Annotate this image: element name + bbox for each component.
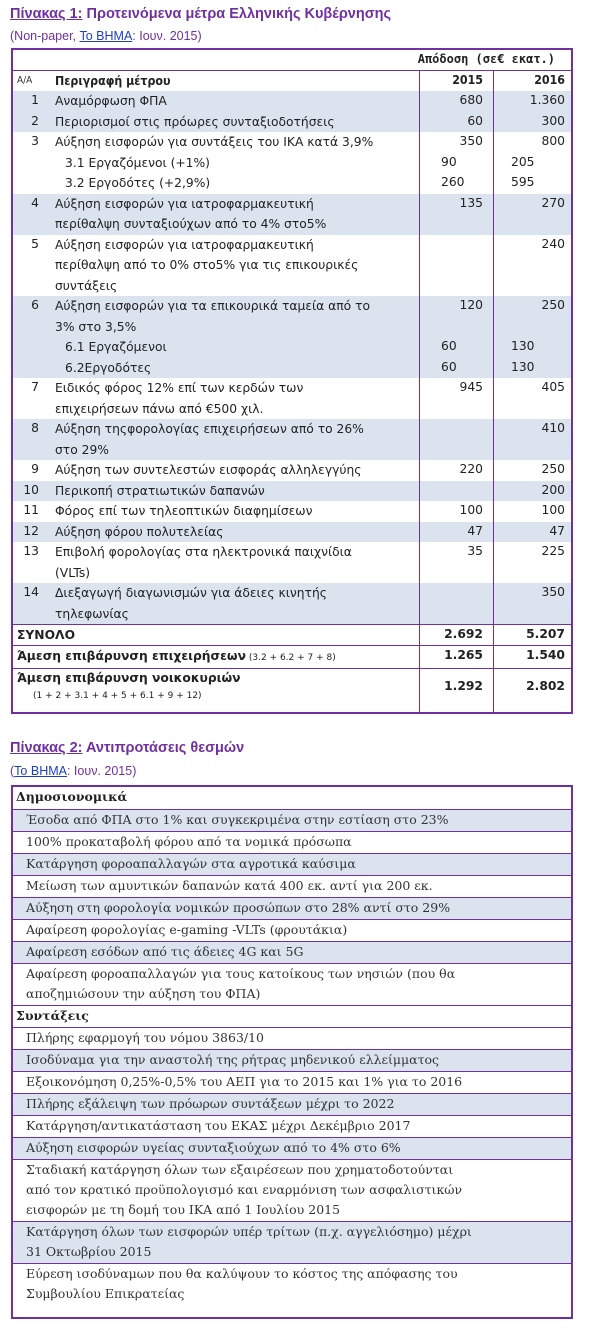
row-line: Δημοσιονομικά xyxy=(16,789,128,804)
row-text xyxy=(26,898,563,918)
value-2015: 60 xyxy=(467,113,483,128)
measure-row xyxy=(13,501,571,522)
counterproposal-row xyxy=(13,941,571,963)
row-line: Πλήρης εξάλειψη των πρόωρων συντάξεων μέχρι το 2022 xyxy=(26,1096,395,1111)
row-line: Εύρεση ισοδύναμων που θα καλύψουν το κόστος της απόφασης του xyxy=(26,1266,458,1281)
value-2015: 35 xyxy=(467,544,483,558)
description-line: Αύξηση εισφορών για τα επικουρικά ταμεία από το xyxy=(55,299,371,313)
description-line: Αύξηση εισφορών για ιατροφαρμακευτική xyxy=(55,196,314,211)
section-header xyxy=(13,787,571,809)
value-2016: 405 xyxy=(541,380,565,394)
counterproposal-row xyxy=(13,875,571,897)
value-2016: 250 xyxy=(541,462,565,476)
row-line: Συντάξεις xyxy=(16,1008,89,1023)
row-line: από τον κρατικό προϋπολογισμό και εναρμόνιση των ασφαλιστικών xyxy=(26,1182,463,1197)
column-2015: 2015 xyxy=(452,73,483,87)
row-text xyxy=(26,964,563,1004)
row-text xyxy=(26,1138,563,1158)
row-line: Κατάργηση φοροαπαλλαγών στα αγροτικά καύσιμα xyxy=(26,856,356,871)
value-2016: 350 xyxy=(541,585,565,599)
description-line: επιχειρήσεων πάνω από €500 χιλ. xyxy=(55,401,264,416)
description-line: Περικοπή στρατιωτικών δαπανών xyxy=(55,483,265,498)
row-text xyxy=(16,787,563,807)
value-2016: 800 xyxy=(541,134,565,148)
measure-row xyxy=(13,419,571,460)
source-prefix: (Non-paper, xyxy=(10,29,80,43)
row-line: εισφορών με τη δομή του ΙΚΑ από 1 Ιουλίου 2015 xyxy=(26,1202,341,1217)
table1-title-text: Προτεινόμενα μέτρα Ελληνικής Κυβέρνησης xyxy=(82,6,392,22)
counterproposal-row xyxy=(13,1049,571,1071)
measure-number: 5 xyxy=(31,236,39,251)
measure-description xyxy=(55,501,415,522)
measure-description xyxy=(55,583,415,624)
row-line: 100% προκαταβολή φόρου από τα νομικά πρόσωπα xyxy=(26,834,352,849)
vline-a xyxy=(419,71,420,712)
measure-description xyxy=(55,91,415,112)
business-burden-2015: 1.265 xyxy=(444,648,483,662)
row-text xyxy=(26,854,563,874)
row-line: 31 Οκτωβρίου 2015 xyxy=(26,1244,152,1259)
table1-source xyxy=(10,29,202,43)
value-2015: 60 xyxy=(441,339,457,353)
table2-source xyxy=(10,764,136,778)
row-text xyxy=(26,1222,563,1262)
source-prefix: ( xyxy=(10,764,15,778)
measure-description xyxy=(55,112,415,133)
row-line: Συμβουλίου Επικρατείας xyxy=(26,1286,185,1301)
column-header-row xyxy=(13,71,571,91)
value-2016: 595 xyxy=(511,175,535,189)
value-2016: 47 xyxy=(549,523,565,538)
description-line: Διεξαγωγή διαγωνισμών για άδειες κινητής xyxy=(55,586,327,600)
measure-row xyxy=(13,583,571,624)
household-burden-2016: 2.802 xyxy=(526,679,565,693)
counterproposal-row xyxy=(13,897,571,919)
row-text xyxy=(26,920,563,940)
value-2016: 100 xyxy=(541,503,565,517)
row-line: Αφαίρεση φοροαπαλλαγών για τους κατοίκους των νησιών (που θα xyxy=(26,966,456,981)
measure-number: 9 xyxy=(31,462,39,476)
row-text xyxy=(26,1116,563,1136)
total-label: ΣΥΝΟΛΟ xyxy=(17,628,76,642)
value-2015: 945 xyxy=(459,380,483,394)
description-line: Φόρος επί των τηλεοπτικών διαφημίσεων xyxy=(55,504,313,518)
row-line: Κατάργηση/αντικατάσταση του ΕΚΑΣ μέχρι Δεκέμβριο 2017 xyxy=(26,1118,411,1133)
counterproposal-row xyxy=(13,1027,571,1049)
measure-row xyxy=(13,112,571,133)
value-2015: 260 xyxy=(441,175,465,189)
description-line: 6.2Εργοδότες xyxy=(65,360,152,375)
value-2015: 350 xyxy=(459,134,483,148)
value-2015: 100 xyxy=(459,503,483,517)
counterproposal-row xyxy=(13,1263,571,1305)
business-burden-row xyxy=(13,646,571,668)
value-2016: 130 xyxy=(511,359,535,374)
value-2016: 225 xyxy=(541,544,565,558)
total-row xyxy=(13,625,571,645)
measure-row xyxy=(13,173,571,194)
counterproposal-row xyxy=(13,1093,571,1115)
business-burden-text: Άμεση επιβάρυνση επιχειρήσεων xyxy=(17,649,246,663)
measure-description xyxy=(55,522,415,543)
source-suffix: : Ιουν. 2015) xyxy=(132,29,202,43)
row-text xyxy=(26,1094,563,1114)
description-line: 3.1 Εργαζόμενοι (+1%) xyxy=(65,155,210,170)
household-burden-text: Άμεση επιβάρυνση νοικοκυριών xyxy=(17,671,241,685)
row-line: Κατάργηση όλων των εισφορών υπέρ τρίτων (π.χ. αγγελιόσημο) μέχρι xyxy=(26,1224,472,1239)
measure-number: 12 xyxy=(23,523,39,538)
measure-row xyxy=(13,153,571,174)
measure-description xyxy=(65,173,425,194)
counterproposal-row xyxy=(13,1115,571,1137)
measure-row xyxy=(13,522,571,543)
description-line: τηλεφωνίας xyxy=(55,606,129,621)
description-line: 3% στο 3,5% xyxy=(55,319,137,334)
description-line: Αύξηση εισφορών για συντάξεις του ΙΚΑ κατά 3,9% xyxy=(55,135,374,149)
row-text xyxy=(26,1028,563,1048)
measure-row xyxy=(13,235,571,297)
value-2016: 205 xyxy=(511,154,535,169)
counterproposal-row xyxy=(13,919,571,941)
description-line: συντάξεις xyxy=(55,278,118,293)
counterproposal-row xyxy=(13,853,571,875)
description-line: στο 29% xyxy=(55,442,109,457)
value-2015: 47 xyxy=(467,523,483,538)
value-2016: 1.360 xyxy=(529,93,565,107)
value-2016: 130 xyxy=(511,339,535,353)
measure-description xyxy=(55,235,415,297)
description-line: Αύξηση τηςφορολογίας επιχειρήσεων από το 26% xyxy=(55,422,364,436)
counterproposals-table xyxy=(11,785,573,1319)
value-2016: 250 xyxy=(541,298,565,312)
counterproposal-row xyxy=(13,1159,571,1221)
source-link[interactable]: Το ΒΗΜΑ xyxy=(79,29,133,43)
counterproposal-row xyxy=(13,809,571,831)
measure-number: 13 xyxy=(23,544,39,558)
value-2015: 680 xyxy=(459,93,483,107)
value-2015: 135 xyxy=(459,195,483,210)
column-aa: Α/Α xyxy=(17,75,33,86)
measure-description xyxy=(55,132,415,153)
description-line: περίθαλψη από το 0% στο5% για τις επικουρικές xyxy=(55,258,359,272)
measure-row xyxy=(13,460,571,481)
total-2015: 2.692 xyxy=(444,627,483,641)
description-line: Αύξηση των συντελεστών εισφοράς αλληλεγγύης xyxy=(55,463,362,477)
row-line: Πλήρης εφαρμογή του νόμου 3863/10 xyxy=(26,1030,265,1045)
measure-number: 8 xyxy=(31,421,39,435)
description-line: περίθαλψη συνταξιούχων από το 4% στο5% xyxy=(55,217,327,231)
description-line: Αύξηση φόρου πολυτελείας xyxy=(55,524,224,539)
row-text xyxy=(26,876,563,896)
measure-number: 2 xyxy=(31,113,39,128)
measure-row xyxy=(13,378,571,419)
row-line: Σταδιακή κατάργηση όλων των εξαιρέσεων που χρηματοδοτούνται xyxy=(26,1162,454,1177)
row-line: Αφαίρεση εσόδων από τις άδειες 4G και 5G xyxy=(26,944,304,959)
measures-table xyxy=(11,48,573,714)
value-2016: 410 xyxy=(541,421,565,435)
section-header xyxy=(13,1005,571,1027)
measure-number: 1 xyxy=(31,93,39,107)
value-2015: 90 xyxy=(441,154,457,169)
apodosi-label: Απόδοση (σε€ εκατ.) xyxy=(417,52,555,66)
row-text xyxy=(26,1160,563,1220)
measure-row xyxy=(13,91,571,112)
row-line: Αφαίρεση φορολογίας e-gaming -VLTs (φρουτάκια) xyxy=(26,922,348,937)
row-line: Αύξηση στη φορολογία νομικών προσώπων στο 28% αντί στο 29% xyxy=(26,900,451,915)
counterproposal-row xyxy=(13,1071,571,1093)
row-text xyxy=(26,1050,563,1070)
description-line: Αναμόρφωση ΦΠΑ xyxy=(55,94,167,108)
row-line: Αύξηση εισφορών υγείας συνταξιούχων από το 4% στο 6% xyxy=(26,1140,401,1155)
household-burden-row xyxy=(13,669,571,709)
value-2015: 60 xyxy=(441,359,457,374)
measure-row xyxy=(13,481,571,502)
measure-description xyxy=(55,481,415,502)
value-2016: 300 xyxy=(541,113,565,128)
row-text xyxy=(26,942,563,962)
measure-description xyxy=(65,153,425,174)
household-burden-note: (1 + 2 + 3.1 + 4 + 5 + 6.1 + 9 + 12) xyxy=(33,691,202,701)
column-2016: 2016 xyxy=(534,73,565,87)
description-line: (VLTs) xyxy=(55,565,91,580)
table2-title xyxy=(10,740,244,756)
counterproposal-row xyxy=(13,1221,571,1263)
counterproposal-row xyxy=(13,1137,571,1159)
measure-row xyxy=(13,542,571,583)
household-burden-2015: 1.292 xyxy=(444,679,483,693)
measure-description xyxy=(55,296,415,337)
counterproposal-row xyxy=(13,963,571,1005)
measure-number: 3 xyxy=(31,134,39,148)
counterproposal-row xyxy=(13,831,571,853)
business-burden-label xyxy=(17,646,437,669)
row-text xyxy=(16,1006,563,1026)
row-line: Μείωση των αμυντικών δαπανών κατά 400 εκ. αντί για 200 εκ. xyxy=(26,878,433,893)
measure-number: 7 xyxy=(31,380,39,394)
description-line: Περιορισμοί στις πρόωρες συνταξιοδοτήσεις xyxy=(55,114,335,129)
measure-number: 10 xyxy=(23,482,39,497)
value-2016: 270 xyxy=(541,195,565,210)
description-line: 6.1 Εργαζόμενοι xyxy=(65,340,167,354)
measure-description xyxy=(55,378,415,419)
business-burden-2016: 1.540 xyxy=(526,648,565,662)
description-line: Ειδικός φόρος 12% επί των κερδών των xyxy=(55,381,304,395)
vline-b xyxy=(493,71,494,712)
apodosi-header xyxy=(13,50,571,71)
household-burden-label xyxy=(17,669,437,705)
row-text xyxy=(26,1072,563,1092)
value-2015: 220 xyxy=(459,462,483,476)
measure-row xyxy=(13,358,571,379)
measure-row xyxy=(13,337,571,358)
measure-description xyxy=(65,337,425,358)
source-suffix: : Ιουν. 2015) xyxy=(66,764,137,778)
measure-row xyxy=(13,296,571,337)
measure-number: 4 xyxy=(31,195,39,210)
table2-title-label: Πίνακας 2: xyxy=(10,740,83,756)
measure-row xyxy=(13,132,571,153)
row-text xyxy=(26,832,563,852)
row-line: Έσοδα από ΦΠΑ στο 1% και συγκεκριμένα στην εστίαση στο 23% xyxy=(26,812,449,827)
row-line: αποζημιώσουν την αύξηση του ΦΠΑ) xyxy=(26,986,261,1001)
source-link[interactable]: Το ΒΗΜΑ xyxy=(14,764,67,778)
table1-title xyxy=(10,6,391,22)
value-2016: 200 xyxy=(541,482,565,497)
row-line: Ισοδύναμα για την αναστολή της ρήτρας μηδενικού ελλείμματος xyxy=(26,1052,440,1067)
table2-title-text: Αντιπροτάσεις θεσμών xyxy=(82,740,245,756)
measure-number: 6 xyxy=(31,298,39,312)
description-line: Αύξηση εισφορών για ιατροφαρμακευτική xyxy=(55,237,314,252)
business-burden-note: (3.2 + 6.2 + 7 + 8) xyxy=(246,653,336,663)
description-line: Επιβολή φορολογίας στα ηλεκτρονικά παιχνίδια xyxy=(55,545,352,559)
row-line: Εξοικονόμηση 0,25%-0,5% του ΑΕΠ για το 2015 και 1% για το 2016 xyxy=(26,1074,463,1089)
measure-description xyxy=(55,542,415,583)
description-line: 3.2 Εργοδότες (+2,9%) xyxy=(65,176,211,190)
value-2016: 240 xyxy=(541,236,565,251)
measure-description xyxy=(55,419,415,460)
measure-description xyxy=(65,358,425,379)
table1-title-label: Πίνακας 1: xyxy=(10,6,83,22)
row-text xyxy=(26,810,563,830)
measure-number: 11 xyxy=(23,503,39,517)
total-2016: 5.207 xyxy=(526,627,565,641)
measure-number: 14 xyxy=(23,585,39,599)
measure-row xyxy=(13,194,571,235)
column-description: Περιγραφή μέτρου xyxy=(55,74,171,88)
measure-description xyxy=(55,194,415,235)
measure-description xyxy=(55,460,415,481)
row-text xyxy=(26,1264,563,1304)
value-2015: 120 xyxy=(459,298,483,312)
